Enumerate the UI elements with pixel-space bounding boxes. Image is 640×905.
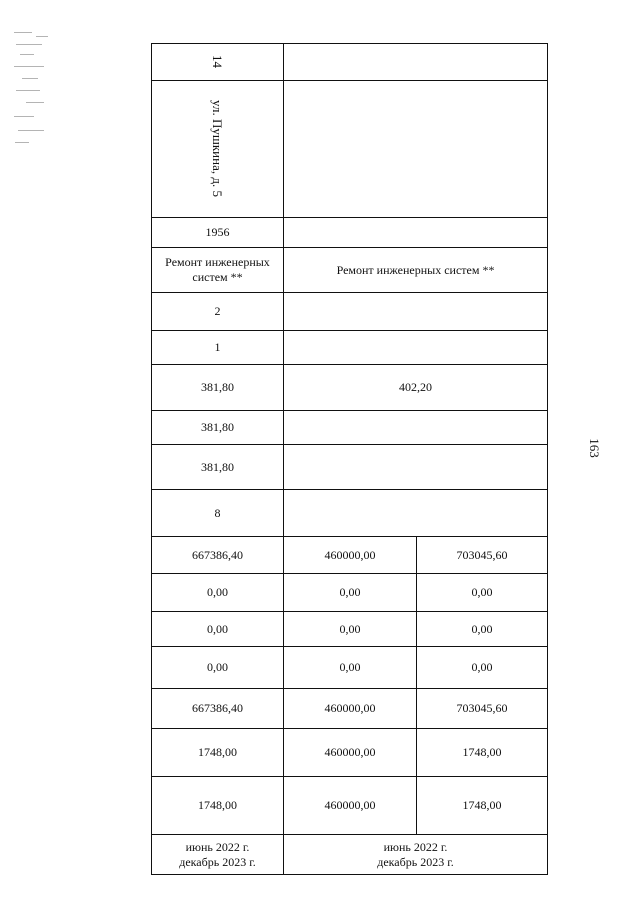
table-cell: 703045,60	[417, 537, 548, 574]
page-number: 163	[586, 438, 602, 458]
table-row	[152, 537, 548, 574]
table-row	[152, 777, 548, 835]
year-cell: 1956	[152, 218, 284, 248]
table-cell: 1748,00	[152, 729, 284, 777]
table-cell: 1	[152, 331, 284, 365]
table-cell: 0,00	[417, 647, 548, 689]
table-cell	[284, 445, 548, 490]
table-cell: 0,00	[152, 574, 284, 612]
table-cell	[284, 81, 548, 218]
table-cell	[284, 218, 548, 248]
data-table	[151, 43, 548, 875]
table-row	[152, 647, 548, 689]
table-cell: 0,00	[284, 612, 417, 647]
work-type-left: Ремонт инженерных систем **	[152, 248, 284, 293]
table-cell: 1748,00	[417, 777, 548, 835]
table-cell: 460000,00	[284, 537, 417, 574]
area-living-1: 381,80	[152, 411, 284, 445]
table-row	[152, 445, 548, 490]
table-row	[152, 248, 548, 293]
table-cell: 460000,00	[284, 689, 417, 729]
table-cell: 460000,00	[284, 777, 417, 835]
table-cell	[284, 331, 548, 365]
table-cell: 0,00	[152, 647, 284, 689]
table-cell: 1748,00	[417, 729, 548, 777]
table-cell	[284, 411, 548, 445]
table-row	[152, 490, 548, 537]
table-row	[152, 44, 548, 81]
table-cell	[284, 293, 548, 331]
table-cell: 460000,00	[284, 729, 417, 777]
table-row	[152, 729, 548, 777]
table-cell	[152, 81, 284, 218]
table-row	[152, 218, 548, 248]
table-cell: 667386,40	[152, 537, 284, 574]
table-cell: 2	[152, 293, 284, 331]
table-row	[152, 331, 548, 365]
period-left-end: декабрь 2023 г.	[179, 854, 256, 869]
period-right-end: декабрь 2023 г.	[377, 854, 454, 869]
table-cell	[152, 44, 284, 81]
table-cell: 0,00	[417, 574, 548, 612]
table-cell: 667386,40	[152, 689, 284, 729]
period-right	[284, 835, 548, 875]
area-total-left: 381,80	[152, 365, 284, 411]
stamp-mark	[12, 30, 52, 145]
table-cell	[284, 44, 548, 81]
table-row	[152, 835, 548, 875]
house-number: 14	[210, 55, 225, 68]
area-total-right: 402,20	[284, 365, 548, 411]
table-cell: 0,00	[152, 612, 284, 647]
table-row	[152, 411, 548, 445]
table-cell: 703045,60	[417, 689, 548, 729]
table-row	[152, 365, 548, 411]
address-text: ул. Пушкина, д. 5	[210, 100, 225, 197]
work-type-right: Ремонт инженерных систем **	[284, 248, 548, 293]
table-row	[152, 81, 548, 218]
table-cell: 0,00	[417, 612, 548, 647]
period-left-start: июнь 2022 г.	[185, 839, 250, 854]
residents-cell: 8	[152, 490, 284, 537]
table-cell: 1748,00	[152, 777, 284, 835]
table-row	[152, 574, 548, 612]
table-row	[152, 612, 548, 647]
table-row	[152, 689, 548, 729]
area-living-2: 381,80	[152, 445, 284, 490]
period-left	[152, 835, 284, 875]
table-row	[152, 293, 548, 331]
table-cell: 0,00	[284, 574, 417, 612]
table-cell	[284, 490, 548, 537]
table-cell: 0,00	[284, 647, 417, 689]
period-right-start: июнь 2022 г.	[383, 839, 448, 854]
